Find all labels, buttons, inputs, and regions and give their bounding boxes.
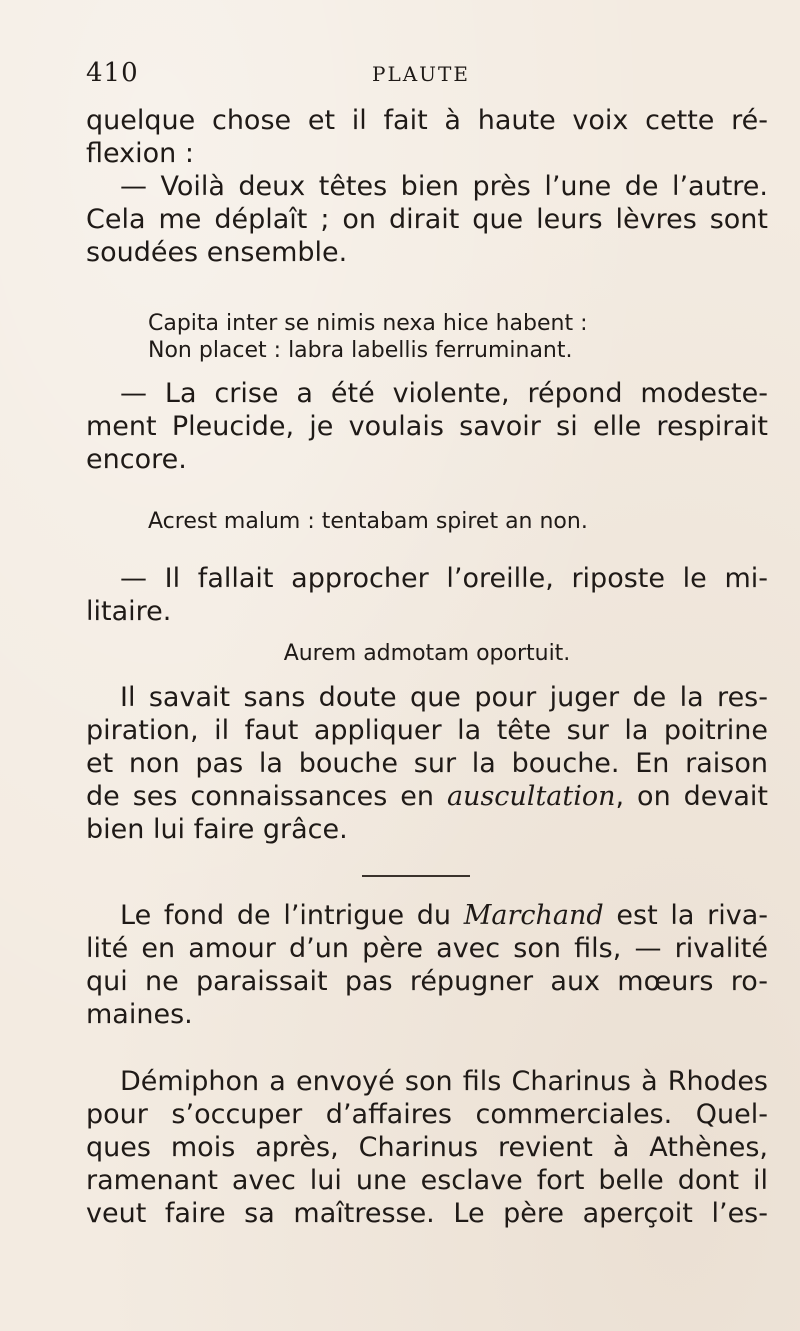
paragraph-5 [86, 899, 768, 1031]
page-header [86, 58, 766, 98]
paragraph-2 [86, 377, 768, 476]
text-line [86, 780, 768, 813]
latin-line: Aurem admotam oportuit. [283, 641, 571, 666]
text-span: Le fond de l’intrigue du [120, 900, 464, 931]
latin-line: Non placet : labra labellis ferruminant. [148, 338, 573, 363]
latin-quote-2 [86, 508, 768, 535]
latin-quote-1 [86, 310, 768, 364]
latin-line: Capita inter se nimis nexa hice habent : [148, 311, 588, 336]
latin-quote-3 [86, 640, 768, 667]
paragraph-3 [86, 562, 768, 628]
text-line: bien lui faire grâce. [86, 814, 348, 845]
section-divider [362, 875, 470, 877]
text-span: , on devait [615, 781, 768, 812]
text-line: maines. [86, 999, 193, 1030]
text-line: piration, il faut appliquer la tête sur la poitrine [86, 715, 768, 746]
text-span: est la riva- [603, 900, 768, 931]
text-line: ment Pleucide, je voulais savoir si elle respirait [86, 411, 768, 442]
text-line: Il savait sans doute que pour juger de la res- [120, 682, 768, 713]
text-line: Cela me déplaît ; on dirait que leurs lèvres sont [86, 204, 768, 235]
text-line: et non pas la bouche sur la bouche. En raison [86, 748, 768, 779]
text-line: — Il fallait approcher l’oreille, riposte le mi- [120, 563, 768, 594]
text-line [86, 899, 768, 932]
text-line: qui ne paraissait pas répugner aux mœurs ro- [86, 966, 768, 997]
italic-term: Marchand [463, 900, 604, 931]
page-number: 410 [86, 58, 139, 88]
text-line: quelque chose et il fait à haute voix cette ré- [86, 105, 768, 136]
paragraph-6 [86, 1065, 768, 1230]
text-line: veut faire sa maîtresse. Le père aperçoit l’es- [86, 1198, 768, 1229]
text-line: ques mois après, Charinus revient à Athènes, [86, 1132, 768, 1163]
text-line: ramenant avec lui une esclave fort belle dont il [86, 1165, 768, 1196]
text-line: soudées ensemble. [86, 237, 348, 268]
text-line: pour s’occuper d’affaires commerciales. Quel- [86, 1099, 768, 1130]
text-line: lité en amour d’un père avec son fils, — rivalité [86, 933, 768, 964]
text-line: flexion : [86, 138, 194, 169]
text-line: — La crise a été violente, répond modeste- [120, 378, 768, 409]
running-head: PLAUTE [372, 62, 470, 86]
text-span: de ses connaissances en [86, 781, 447, 812]
text-line: — Voilà deux têtes bien près l’une de l’autre. [120, 171, 768, 202]
paragraph-1 [86, 104, 768, 269]
paragraph-4 [86, 681, 768, 846]
latin-line: Acrest malum : tentabam spiret an non. [148, 509, 588, 534]
italic-term: auscultation [446, 781, 616, 812]
text-line: encore. [86, 444, 187, 475]
text-line: Démiphon a envoyé son fils Charinus à Rhodes [120, 1066, 768, 1097]
text-line: litaire. [86, 596, 172, 627]
